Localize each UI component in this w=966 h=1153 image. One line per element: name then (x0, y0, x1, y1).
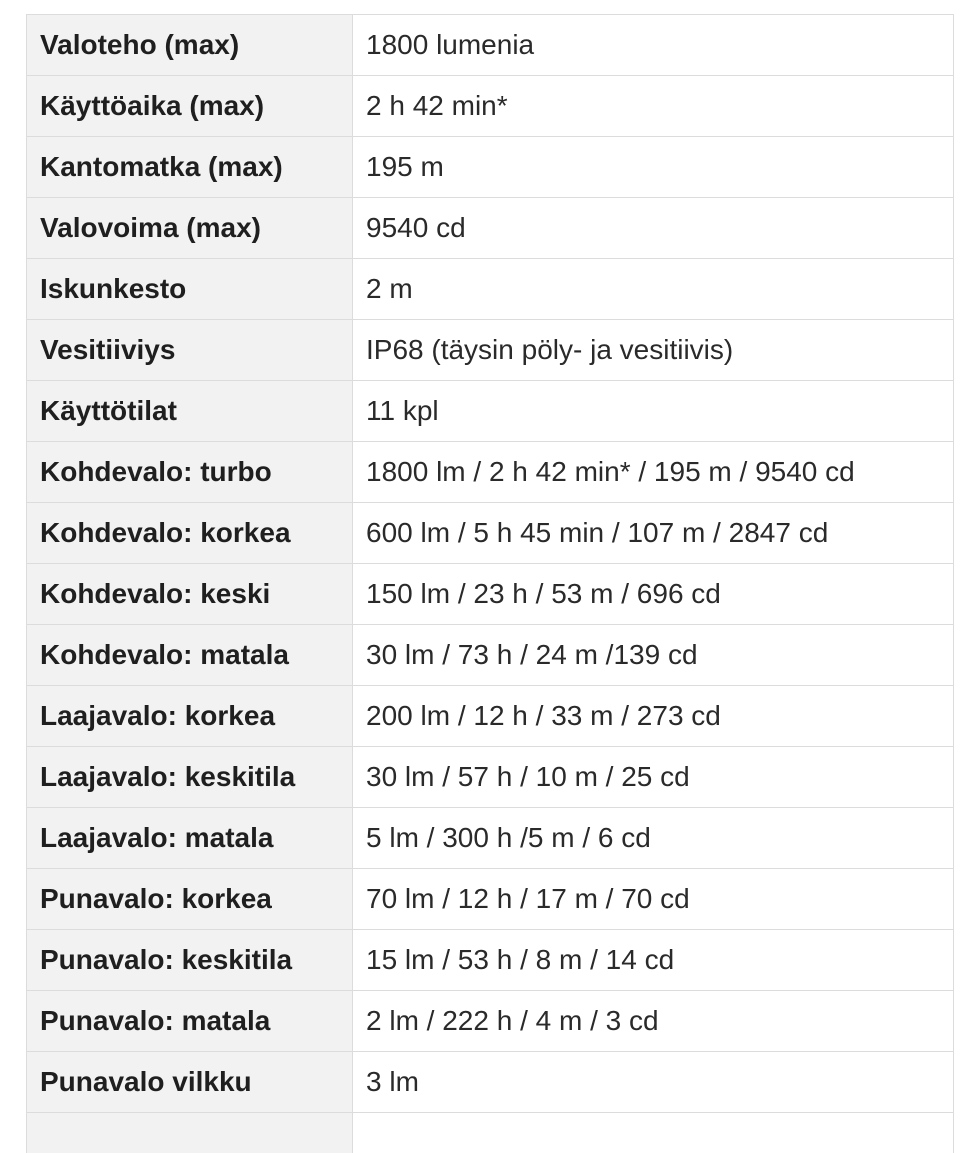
spec-value: 3 lm (353, 1052, 954, 1113)
table-row (27, 15, 954, 76)
table-row (27, 625, 954, 686)
spec-label: Laajavalo: keskitila (27, 747, 353, 808)
table-row (27, 869, 954, 930)
spec-label: Käyttötilat (27, 381, 353, 442)
spec-label: Käyttöaika (max) (27, 76, 353, 137)
table-row (27, 442, 954, 503)
spec-value-empty (353, 1113, 954, 1153)
spec-label: Kohdevalo: matala (27, 625, 353, 686)
table-row (27, 1052, 954, 1113)
spec-label: Kantomatka (max) (27, 137, 353, 198)
spec-value: IP68 (täysin pöly- ja vesitiivis) (353, 320, 954, 381)
spec-value: 15 lm / 53 h / 8 m / 14 cd (353, 930, 954, 991)
table-row (27, 930, 954, 991)
spec-label: Kohdevalo: keski (27, 564, 353, 625)
table-row (27, 991, 954, 1052)
table-row-cut-off (27, 1113, 954, 1153)
spec-label: Iskunkesto (27, 259, 353, 320)
spec-value: 195 m (353, 137, 954, 198)
spec-value: 70 lm / 12 h / 17 m / 70 cd (353, 869, 954, 930)
spec-value: 600 lm / 5 h 45 min / 107 m / 2847 cd (353, 503, 954, 564)
spec-value: 5 lm / 300 h /5 m / 6 cd (353, 808, 954, 869)
spec-value: 150 lm / 23 h / 53 m / 696 cd (353, 564, 954, 625)
specs-table-body (27, 15, 954, 1153)
table-row (27, 503, 954, 564)
table-row (27, 381, 954, 442)
table-row (27, 137, 954, 198)
spec-value: 1800 lumenia (353, 15, 954, 76)
spec-value: 1800 lm / 2 h 42 min* / 195 m / 9540 cd (353, 442, 954, 503)
spec-value: 30 lm / 57 h / 10 m / 25 cd (353, 747, 954, 808)
spec-label: Vesitiiviys (27, 320, 353, 381)
table-row (27, 808, 954, 869)
spec-value: 9540 cd (353, 198, 954, 259)
spec-value: 2 h 42 min* (353, 76, 954, 137)
spec-value: 30 lm / 73 h / 24 m /139 cd (353, 625, 954, 686)
table-row (27, 259, 954, 320)
spec-label: Valovoima (max) (27, 198, 353, 259)
spec-label: Laajavalo: korkea (27, 686, 353, 747)
spec-label-empty (27, 1113, 353, 1153)
spec-value: 11 kpl (353, 381, 954, 442)
spec-value: 200 lm / 12 h / 33 m / 273 cd (353, 686, 954, 747)
spec-label: Valoteho (max) (27, 15, 353, 76)
spec-label: Laajavalo: matala (27, 808, 353, 869)
table-row (27, 564, 954, 625)
spec-label: Kohdevalo: korkea (27, 503, 353, 564)
spec-label: Punavalo: keskitila (27, 930, 353, 991)
spec-value: 2 lm / 222 h / 4 m / 3 cd (353, 991, 954, 1052)
table-row (27, 76, 954, 137)
table-row (27, 686, 954, 747)
spec-label: Punavalo: matala (27, 991, 353, 1052)
table-row (27, 747, 954, 808)
spec-label: Punavalo vilkku (27, 1052, 353, 1113)
specs-table (26, 14, 954, 1153)
spec-value: 2 m (353, 259, 954, 320)
spec-label: Punavalo: korkea (27, 869, 353, 930)
spec-label: Kohdevalo: turbo (27, 442, 353, 503)
table-row (27, 320, 954, 381)
specs-table-container (26, 14, 953, 1153)
table-row (27, 198, 954, 259)
